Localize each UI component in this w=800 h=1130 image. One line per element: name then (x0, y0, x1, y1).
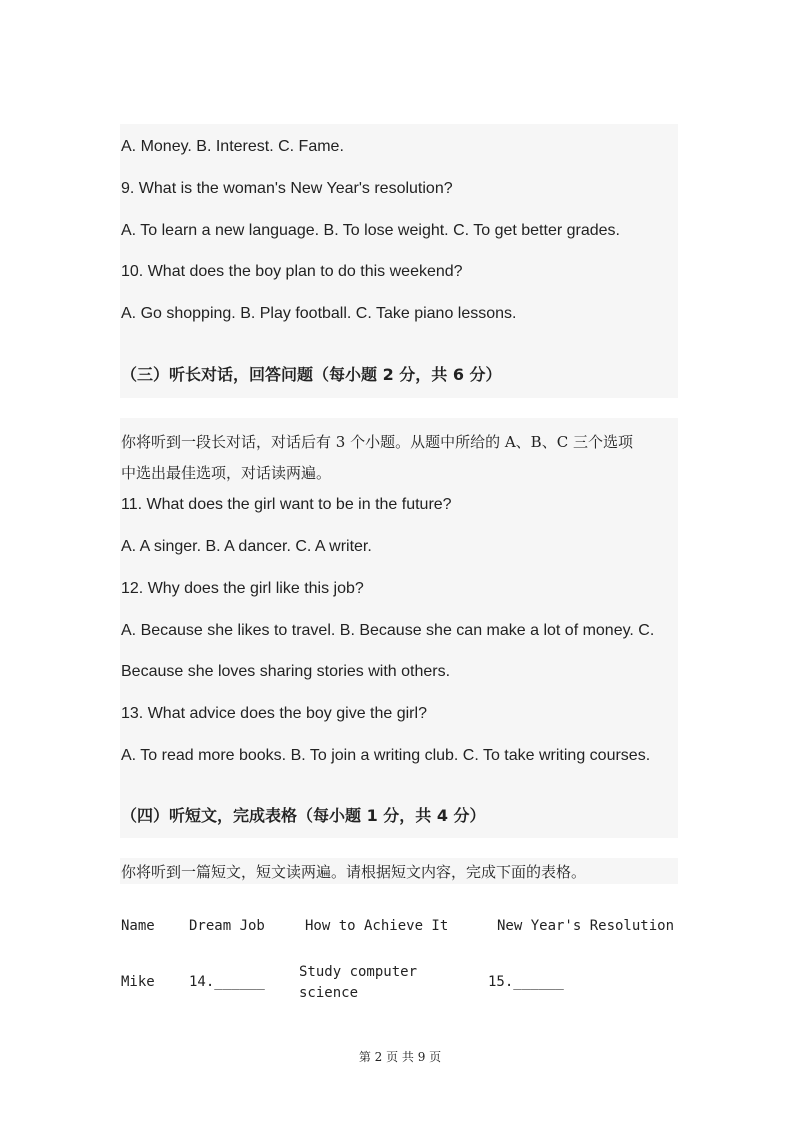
section4-instruction: 你将听到一篇短文，短文读两遍。请根据短文内容，完成下面的表格。 (121, 863, 587, 881)
q8-options: A. Money. B. Interest. C. Fame. (121, 138, 344, 155)
q12-options-line1: A. Because she likes to travel. B. Because she can make a lot of money. C. (121, 622, 655, 639)
q13-options: A. To read more books. B. To join a writing club. C. To take writing courses. (121, 747, 651, 764)
q11-question: 11. What does the girl want to be in the future? (121, 496, 452, 513)
table-cell-how-line2: science (299, 985, 359, 1001)
section2-shade (120, 124, 678, 398)
table-cell-resolution-blank: 15.______ (488, 974, 564, 990)
q11-options: A. A singer. B. A dancer. C. A writer. (121, 538, 372, 555)
table-cell-dream-job-blank: 14.______ (189, 974, 265, 990)
q10-options: A. Go shopping. B. Play football. C. Take piano lessons. (121, 305, 517, 322)
section3-instruction-line2: 中选出最佳选项，对话读两遍。 (121, 464, 332, 482)
table-cell-name: Mike (121, 974, 155, 990)
page-number: 第 2 页 共 9 页 (358, 1050, 442, 1064)
q13-question: 13. What advice does the boy give the girl? (121, 705, 427, 722)
table-header-dream-job: Dream Job (189, 918, 265, 934)
section4-heading: （四）听短文，完成表格（每小题 1 分，共 4 分） (121, 806, 486, 825)
section3-heading: （三）听长对话，回答问题（每小题 2 分，共 6 分） (121, 365, 502, 384)
table-header-resolution: New Year's Resolution (497, 918, 675, 934)
section3-instruction-line1: 你将听到一段长对话，对话后有 3 个小题。从题中所给的 A、B、C 三个选项 (121, 433, 633, 451)
table-cell-how-line1: Study computer (299, 964, 418, 980)
table-header-how: How to Achieve It (305, 918, 449, 934)
q12-question: 12. Why does the girl like this job? (121, 580, 364, 597)
table-header-name: Name (121, 918, 155, 934)
q9-question: 9. What is the woman's New Year's resolution? (121, 180, 453, 197)
q12-options-line2: Because she loves sharing stories with others. (121, 663, 451, 680)
q10-question: 10. What does the boy plan to do this weekend? (121, 263, 463, 280)
q9-options: A. To learn a new language. B. To lose weight. C. To get better grades. (121, 222, 620, 239)
